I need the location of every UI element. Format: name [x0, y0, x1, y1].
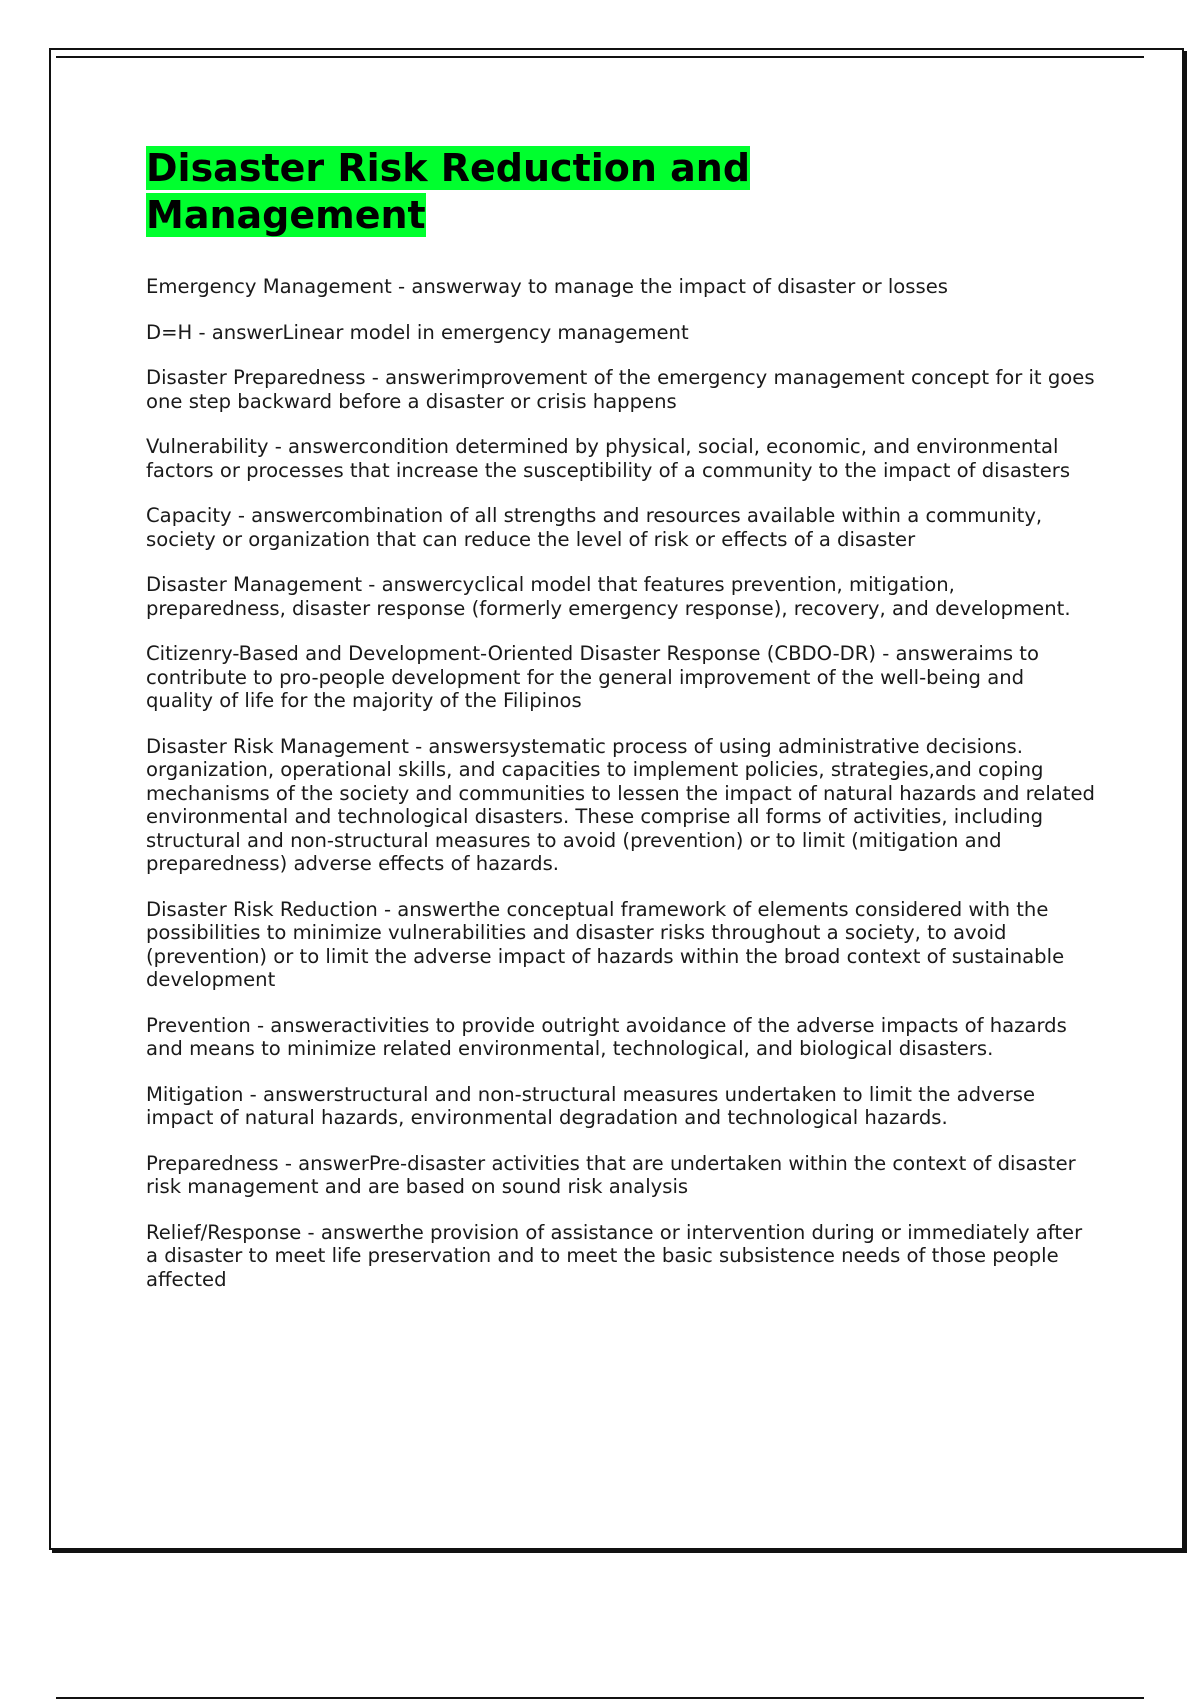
- entry-preparedness: Preparedness - answerPre-disaster activities that are undertaken within the context of disaster risk management and are based on sound risk analysis: [146, 1151, 1076, 1198]
- document-body: [146, 145, 1096, 1313]
- entry-cbdo-dr: Citizenry-Based and Development-Oriented Disaster Response (CBDO-DR) - answeraims to contribute to pro-people development for the general improvement of the well-being and quality of life for the majority of the Filipinos: [146, 642, 1039, 712]
- entry-vulnerability: Vulnerability - answercondition determined by physical, social, economic, and environmental factors or processes that increase the susceptibility of a community to the impact of disasters: [146, 435, 1071, 482]
- entry-list: [146, 275, 1096, 1291]
- entry-disaster-risk-management: Disaster Risk Management - answersystematic process of using administrative decisions. organization, operational skills, and capacities to implement policies, strategies,and coping mechanisms of the society and communities to lessen the impact of natural hazards and related environmental and technological disasters. These comprise all forms of activities, including structural and non-structural measures to avoid (prevention) or to limit (mitigation and preparedness) adverse effects of hazards.: [146, 734, 1095, 875]
- entry-capacity: Capacity - answercombination of all strengths and resources available within a community, society or organization that can reduce the level of risk or effects of a disaster: [146, 504, 1043, 551]
- entry-disaster-preparedness: Disaster Preparedness - answerimprovement of the emergency management concept for it goes one step backward before a disaster or crisis happens: [146, 366, 1095, 413]
- entry-d-h: D=H - answerLinear model in emergency management: [146, 320, 689, 344]
- entry-prevention: Prevention - answeractivities to provide outright avoidance of the adverse impacts of hazards and means to minimize related environmental, technological, and biological disasters.: [146, 1013, 1067, 1060]
- entry-mitigation: Mitigation - answerstructural and non-structural measures undertaken to limit the adverse impact of natural hazards, environmental degradation and technological hazards.: [146, 1082, 1036, 1129]
- bottom-rule: [56, 1697, 1144, 1699]
- entry-emergency-management: Emergency Management - answerway to manage the impact of disaster or losses: [146, 275, 948, 298]
- document-title: [146, 145, 806, 239]
- entry-disaster-risk-reduction: Disaster Risk Reduction - answerthe conceptual framework of elements considered with the possibilities to minimize vulnerabilities and disaster risks throughout a society, to avoid (prevention) or to limit the adverse impact of hazards within the broad context of sustainable development: [146, 897, 1065, 991]
- document-title-text: Disaster Risk Reduction and Management: [146, 146, 751, 237]
- entry-disaster-management: Disaster Management - answercyclical model that features prevention, mitigation, preparedness, disaster response (formerly emergency response), recovery, and development.: [146, 573, 1071, 620]
- top-rule: [56, 56, 1144, 58]
- entry-relief-response: Relief/Response - answerthe provision of assistance or intervention during or immediately after a disaster to meet life preservation and to meet the basic subsistence needs of those people affected: [146, 1220, 1083, 1291]
